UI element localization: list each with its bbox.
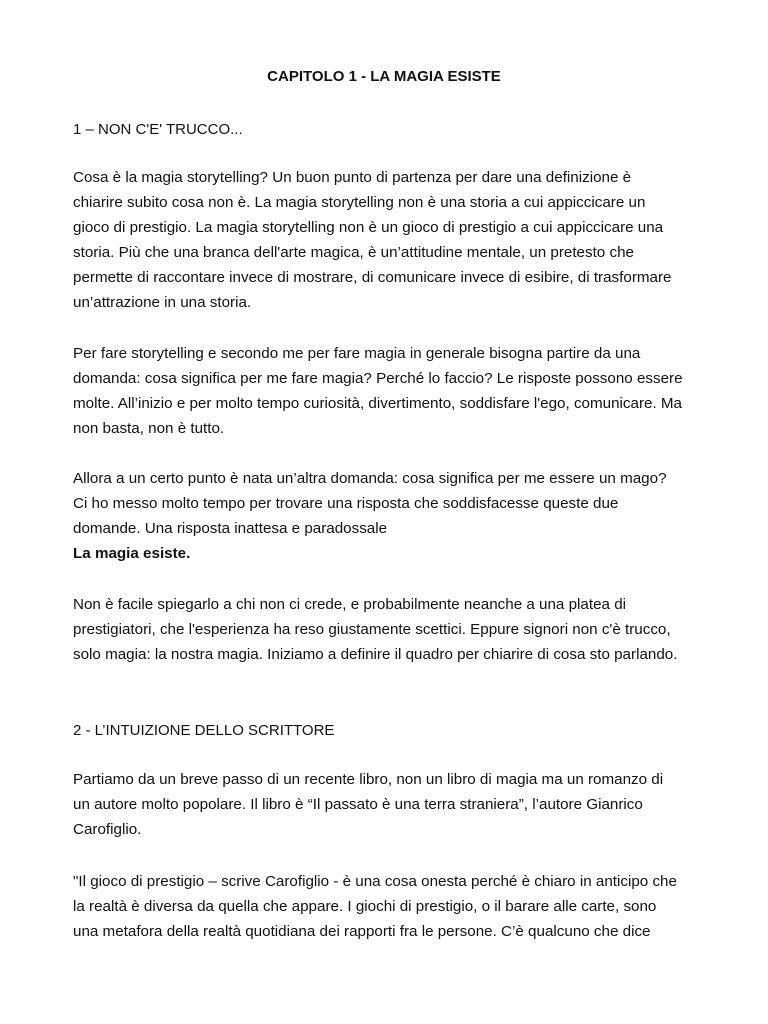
text-line: domande. Una risposta inattesa e paradossale [73,520,388,538]
text-line: non basta, non è tutto. [73,420,225,438]
text-line: Partiamo da un breve passo di un recente libro, non un libro di magia ma un romanzo di [73,771,664,788]
paragraph-5 [73,767,713,842]
text-line: Ci ho messo molto tempo per trovare una risposta che soddisfacesse queste due [73,495,619,513]
text-line: chiarire subito cosa non è. La magia storytelling non è una storia a cui appiccicare un [73,194,646,212]
paragraph-2 [73,341,713,441]
text-line: Carofiglio. [73,821,142,839]
paragraph-3 [73,466,713,566]
text-line: Per fare storytelling e secondo me per fare magia in generale bisogna partire da una [73,345,641,362]
text-line: domanda: cosa significa per me fare magia? Perché lo faccio? Le risposte possono essere [73,370,683,388]
text-line: Allora a un certo punto è nata un’altra domanda: cosa significa per me essere un mago? [73,470,667,487]
text-line: molte. All’inizio e per molto tempo curiosità, divertimento, soddisfare l'ego, comunicare. Ma [73,395,682,413]
paragraph-1 [73,165,713,316]
bold-statement: La magia esiste. [73,545,191,563]
text-line: solo magia: la nostra magia. Iniziamo a definire il quadro per chiarire di cosa sto parlando. [73,646,678,664]
text-line: prestigiatori, che l'esperienza ha reso giustamente scettici. Eppure signori non c'è trucco, [73,621,671,639]
text-line: storia. Più che una branca dell'arte magica, è un’attitudine mentale, un pretesto che [73,244,634,262]
section-heading-1: 1 – NON C'E' TRUCCO... [73,121,243,138]
section-heading-2: 2 - L’INTUIZIONE DELLO SCRITTORE [73,722,335,739]
text-line: un autore molto popolare. Il libro è “Il passato è una terra straniera”, l’autore Gianrico [73,796,643,814]
text-line: Cosa è la magia storytelling? Un buon punto di partenza per dare una definizione è [73,169,632,186]
text-line: gioco di prestigio. La magia storytelling non è un gioco di prestigio a cui appiccicare una [73,219,664,237]
text-line: Non è facile spiegarlo a chi non ci crede, e probabilmente neanche a una platea di [73,596,627,613]
text-line: una metafora della realtà quotidiana dei rapporti fra le persone. C’è qualcuno che dice [73,923,651,941]
text-line: "Il gioco di prestigio – scrive Carofiglio - è una cosa onesta perché è chiaro in anticipo che [73,873,677,890]
paragraph-6 [73,869,713,944]
chapter-title: CAPITOLO 1 - LA MAGIA ESISTE [267,68,501,85]
paragraph-4 [73,592,713,667]
text-line: la realtà è diversa da quella che appare. I giochi di prestigio, o il barare alle carte, sono [73,898,657,916]
text-line: permette di raccontare invece di mostrare, di comunicare invece di esibire, di trasformare [73,269,672,287]
text-line: un’attrazione in una storia. [73,294,252,312]
